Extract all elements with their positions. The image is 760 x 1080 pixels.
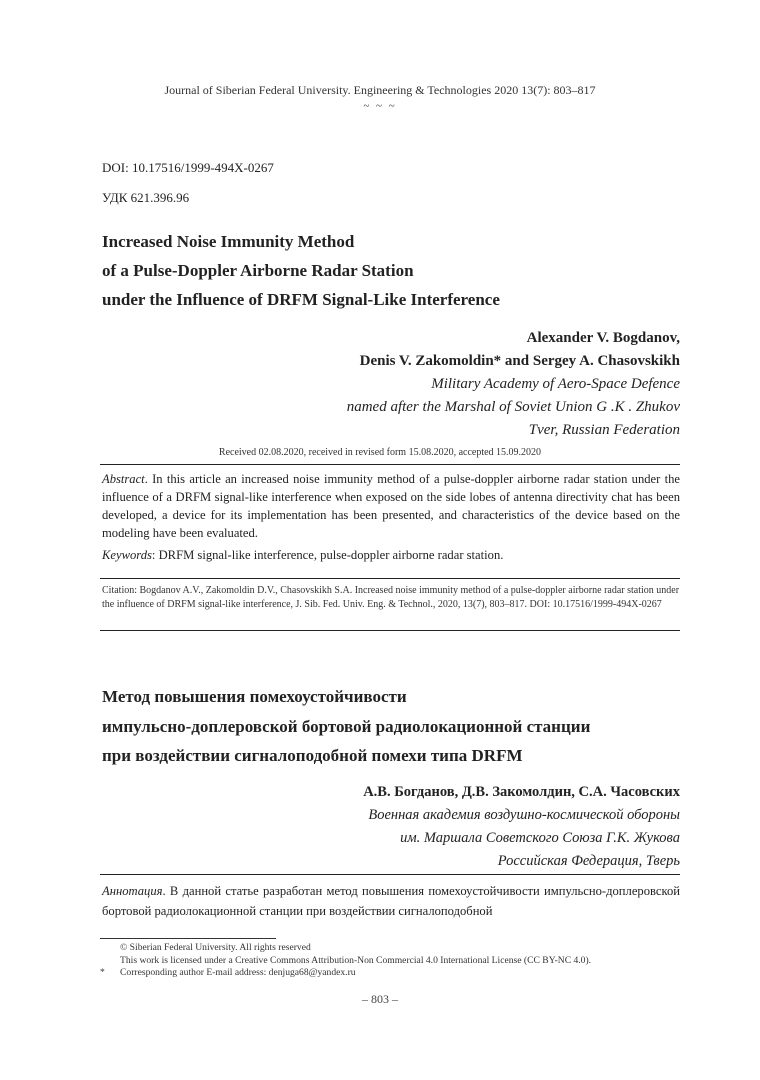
header-ornament: ~ ~ ~ <box>363 100 397 112</box>
footnote-star: * <box>100 967 105 978</box>
annotation-text: . В данной статье разработан метод повышения помехоустойчивости импульсно-доплеровской бортовой радиолокационной станции при воздействии сигналоподобной <box>102 884 680 918</box>
author-line-2: Denis V. Zakomoldin* and Sergey A. Chasovskikh <box>359 353 680 369</box>
affiliation-line-2: named after the Marshal of Soviet Union G .K . Zhukov <box>346 399 680 415</box>
affiliation-line-3: Tver, Russian Federation <box>528 422 680 438</box>
footnote-corresponding: * Corresponding author E-mail address: denjuga68@yandex.ru <box>100 967 356 978</box>
footnotes <box>100 942 700 980</box>
title-en-line-2: of a Pulse-Doppler Airborne Radar Station <box>102 261 414 280</box>
udk-code: УДК 621.396.96 <box>102 190 190 205</box>
journal-header: Journal of Siberian Federal University. Engineering & Technologies 2020 13(7): 803–817 <box>164 83 596 97</box>
title-ru-line-2: импульсно-доплеровской бортовой радиолокационной станции <box>102 716 591 736</box>
title-english <box>102 227 500 314</box>
affiliation-ru-line-3: Российская Федерация, Тверь <box>497 853 680 869</box>
received-dates: Received 02.08.2020, received in revised form 15.08.2020, accepted 15.09.2020 <box>218 447 542 458</box>
title-ru-line-3: при воздействии сигналоподобной помехи типа DRFM <box>102 746 523 765</box>
title-ru-line-1: Метод повышения помехоустойчивости <box>102 687 407 706</box>
abstract-label: Abstract <box>102 472 145 486</box>
title-russian <box>102 682 590 771</box>
divider-top <box>100 464 680 465</box>
title-en-line-3: under the Influence of DRFM Signal-Like Interference <box>102 290 500 309</box>
footnote-copyright: © Siberian Federal University. All rights reserved <box>120 942 311 953</box>
annotation-label: Аннотация <box>102 884 163 898</box>
divider-citation-bottom <box>100 630 680 631</box>
page-number: – 803 – <box>362 992 398 1006</box>
keywords-label: Keywords <box>102 548 152 562</box>
abstract <box>102 470 680 542</box>
divider-annotation-top <box>100 874 680 875</box>
annotation <box>102 881 680 921</box>
authors-ru-names: А.В. Богданов, Д.В. Закомолдин, С.А. Часовских <box>363 784 680 800</box>
authors-russian <box>363 781 680 873</box>
doi: DOI: 10.17516/1999-494X-0267 <box>102 160 274 175</box>
authors-english <box>347 327 680 442</box>
footnote-divider <box>100 938 276 939</box>
affiliation-ru-line-2: им. Маршала Советского Союза Г.К. Жукова <box>400 830 680 846</box>
abstract-text: . In this article an increased noise immunity method of a pulse-doppler airborne radar station under the influence of a DRFM signal-like interference when exposed on the side lobes of antenna directivity chat has been developed, a device for its implementation has been presented, and characteristics of the device based on the modeling have been evaluated. <box>102 472 680 540</box>
keywords <box>102 546 680 564</box>
author-line-1: Alexander V. Bogdanov, <box>526 330 680 346</box>
affiliation-ru-line-1: Военная академия воздушно-космической обороны <box>368 807 680 823</box>
title-en-line-1: Increased Noise Immunity Method <box>102 232 355 251</box>
divider-citation-top <box>100 578 680 579</box>
keywords-text: : DRFM signal-like interference, pulse-doppler airborne radar station. <box>151 548 504 562</box>
footnote-license: This work is licensed under a Creative Commons Attribution-Non Commercial 4.0 International License (CC BY-NC 4.0). <box>120 954 592 966</box>
citation: Citation: Bogdanov A.V., Zakomoldin D.V., Chasovskikh S.A. Increased noise immunity method of a pulse-doppler airborne radar station under the influence of DRFM signal-like interference, J. Sib. Fed. Univ. Eng. & Technol., 2020, 13(7), 803–817. DOI: 10.17516/1999-494X-0267 <box>102 585 680 610</box>
affiliation-line-1: Military Academy of Aero-Space Defence <box>431 376 680 392</box>
